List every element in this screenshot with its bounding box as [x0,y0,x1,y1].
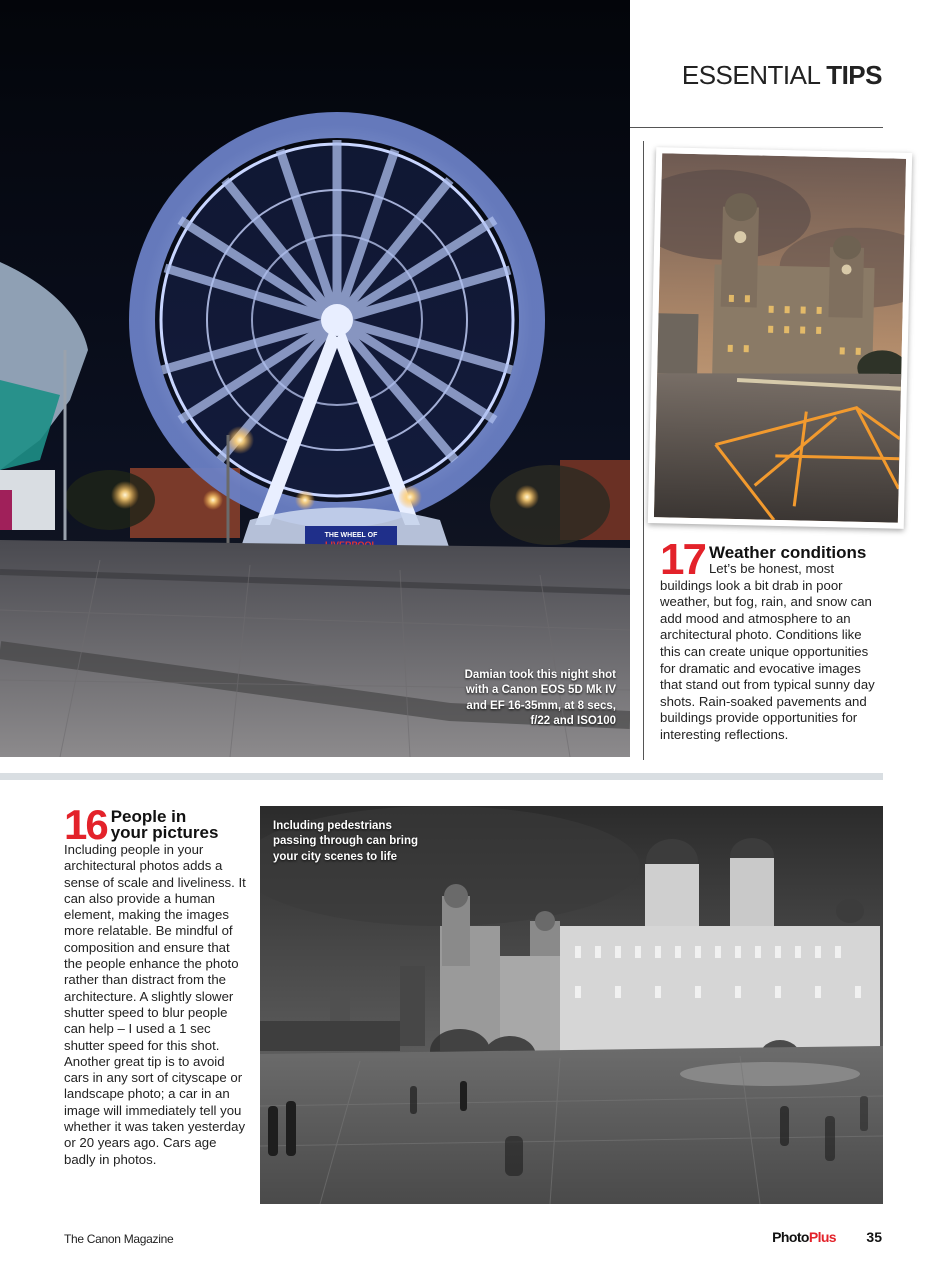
footer-brand-logo [772,1229,836,1245]
bw-city-photo [260,806,883,1204]
liver-building-photo [648,147,912,529]
tip-16-body: Including people in your architectural photos adds a sense of scale and liveliness. It can also provide a human element, making the images more relatable. Be mindful of composition and ensure that the people enhance the photo rather than distract from the architecture. A slightly slower shutter speed to blur people can help – I used a 1 sec shutter speed for this shot. Another great tip is to avoid cars in any sort of cityscape or landscape photo; a car in an image will immediately tell you whether it was taken yesterday or 20 years ago. Cars age badly in photos. [64,842,246,1167]
section-title-bold: TIPS [826,60,882,90]
header-rule [630,127,883,128]
tip-17-heading: Weather conditions [708,543,867,562]
section-title-light: ESSENTIAL [681,60,820,90]
footer-brand-plus: Plus [808,1229,836,1245]
ferris-wheel-illustration [0,0,630,757]
tip-16-heading-line1: People in [110,807,187,826]
liver-building-illustration [654,153,906,522]
bw-city-illustration [260,806,883,1204]
hero-photo-ferris-wheel [0,0,630,757]
column-rule [643,141,644,760]
footer-brand-photo: Photo [772,1229,809,1245]
hero-caption: Damian took this night shot with a Canon EOS 5D Mk IV and EF 16-35mm, at 8 secs, f/22 and ISO100 [464,669,616,727]
bw-photo-caption: Including pedestrians passing through can bring your city scenes to life [273,820,419,863]
tip-16-heading-line2: your pictures [110,823,219,842]
tip-16-number: 16 [64,801,107,848]
tip-17 [660,535,882,744]
tip-17-number: 17 [660,535,705,584]
page-number: 35 [866,1229,882,1245]
footer-magazine-name: The Canon Magazine [64,1232,174,1246]
wheel-sign-line1: THE WHEEL OF [324,532,378,539]
section-title [682,60,882,91]
section-divider [0,773,883,780]
tip-17-body: Let’s be honest, most buildings look a bit drab in poor weather, but fog, rain, and snow can add mood and atmosphere to an architectural photo. Conditions like this can create unique opportunities for dramatic and evocative images that stand out from typical sunny day shots. Rain-soaked pavements and buildings provide opportunities for interesting reflections. [660,561,875,742]
tip-16 [64,801,246,1168]
